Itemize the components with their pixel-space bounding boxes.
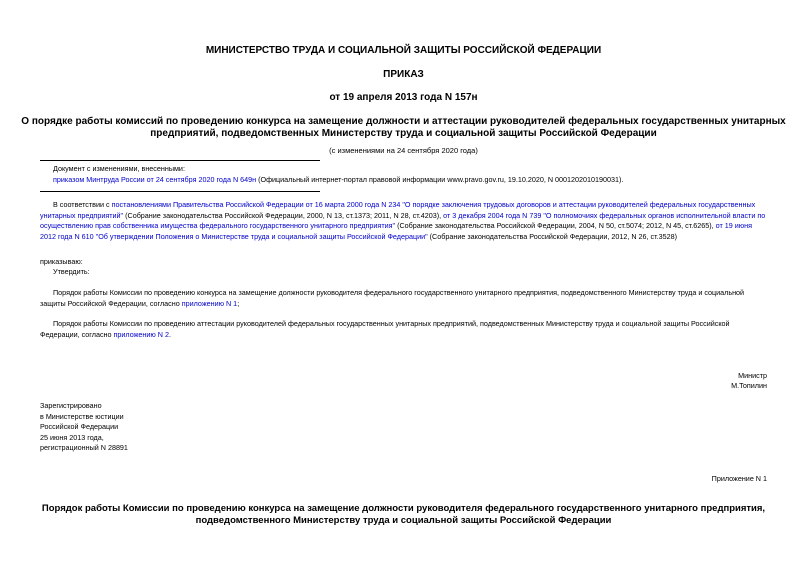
divider-bottom (40, 191, 320, 192)
basis-text-2: (Собрание законодательства Российской Федерации, 2000, N 13, ст.1373; 2011, N 28, ст.4203), (123, 210, 444, 220)
registration-line-3: Российской Федерации (40, 422, 119, 431)
appendix-1-link[interactable]: приложению N 1 (181, 298, 238, 308)
signer-name: М.Топилин (731, 381, 767, 390)
resolution-234-link[interactable]: постановлениями Правительства Российской Федерации от 16 марта 2000 года N 234 "О порядке заключения трудовых договоров и аттестации руководителей федеральных государственных унитарных предприятий" (40, 200, 756, 220)
doc-type-heading: ПРИКАЗ (383, 69, 424, 80)
registration-line-4: 25 июня 2013 года, (40, 432, 104, 442)
amendments-line (53, 175, 773, 186)
basis-text-3: (Собрание законодательства Российской Федерации, 2004, N 50, ст.5074; 2012, N 45, ст.6265), (395, 221, 716, 230)
basis-text-1: В соответствии с (53, 200, 112, 209)
registration-line-2: в Министерстве юстиции (40, 411, 124, 421)
amendment-order-link[interactable]: приказом Минтруда России от 24 сентября 2020 года N 649н (53, 174, 257, 184)
doc-date-number: от 19 апреля 2013 года N 157н (329, 92, 478, 103)
ministry-heading: МИНИСТЕРСТВО ТРУДА И СОЦИАЛЬНОЙ ЗАЩИТЫ РОССИЙСКОЙ ФЕДЕРАЦИИ (205, 45, 602, 56)
appendix-2-link[interactable]: приложению N 2 (113, 329, 169, 339)
appendix-label: Приложение N 1 (711, 474, 767, 483)
signer-position: Министр (738, 371, 767, 380)
amendment-source: (Официальный интернет-портал правовой информации www.pravo.gov.ru, 19.10.2020, N 0001202010190031). (256, 174, 624, 184)
approve-item-1 (40, 288, 768, 309)
appendix-title-line-1: Порядок работы Комиссии по проведению конкурса на замещение должности руководителя федерального государственного унитарного предприятия, (41, 503, 766, 514)
doc-title (0, 116, 807, 140)
resolution-739-link[interactable]: от 3 декабря 2004 года N 739 "О полномочиях федеральных органов исполнительной власти по осуществлению прав собственника имущества федерального государственного унитарного предприятия" (40, 210, 766, 230)
doc-title-line-1: О порядке работы комиссий по проведению конкурса на замещение должности и аттестации руководителей федеральных государственных унитарных (21, 116, 786, 127)
item-1-text: Порядок работы Комиссии по проведению конкурса на замещение должности руководителя федерального государственного унитарного предприятия, подведомственного Министерству труда и социальной защиты Российской Федерации, согласно (40, 288, 745, 308)
divider-top (40, 160, 320, 161)
item-2-end: . (168, 329, 171, 339)
approve-word: Утвердить: (53, 267, 90, 276)
basis-text-4: (Собрание законодательства Российской Федерации, 2012, N 26, ст.3528) (427, 231, 677, 241)
order-word: приказываю: (40, 257, 83, 266)
registration-line-5: регистрационный N 28891 (40, 443, 128, 452)
changes-note: (с изменениями на 24 сентября 2020 года) (329, 146, 478, 155)
registration-line-1: Зарегистрировано (40, 401, 102, 410)
resolution-610-link[interactable]: от 19 июня 2012 года N 610 "Об утверждении Положения о Министерстве труда и социальной защиты Российской Федерации" (40, 221, 753, 241)
item-2-text: Порядок работы Комиссии по проведению аттестации руководителей федеральных государственных унитарных предприятий, подведомственных Министерству труда и социальной защиты Российской Федерации, согласно (40, 319, 730, 339)
amendments-note (53, 164, 773, 185)
registration-block (40, 401, 128, 454)
item-1-end: ; (237, 298, 240, 308)
appendix-title (0, 503, 807, 527)
basis-paragraph (40, 200, 768, 242)
amendments-prefix: Документ с изменениями, внесенными: (53, 164, 185, 173)
doc-title-line-2: предприятий, подведомственных Министерству труда и социальной защиты Российской Федерации (150, 128, 657, 139)
approve-item-2 (40, 319, 768, 340)
appendix-title-line-2: подведомственного Министерству труда и социальной защиты Российской Федерации (195, 515, 612, 526)
